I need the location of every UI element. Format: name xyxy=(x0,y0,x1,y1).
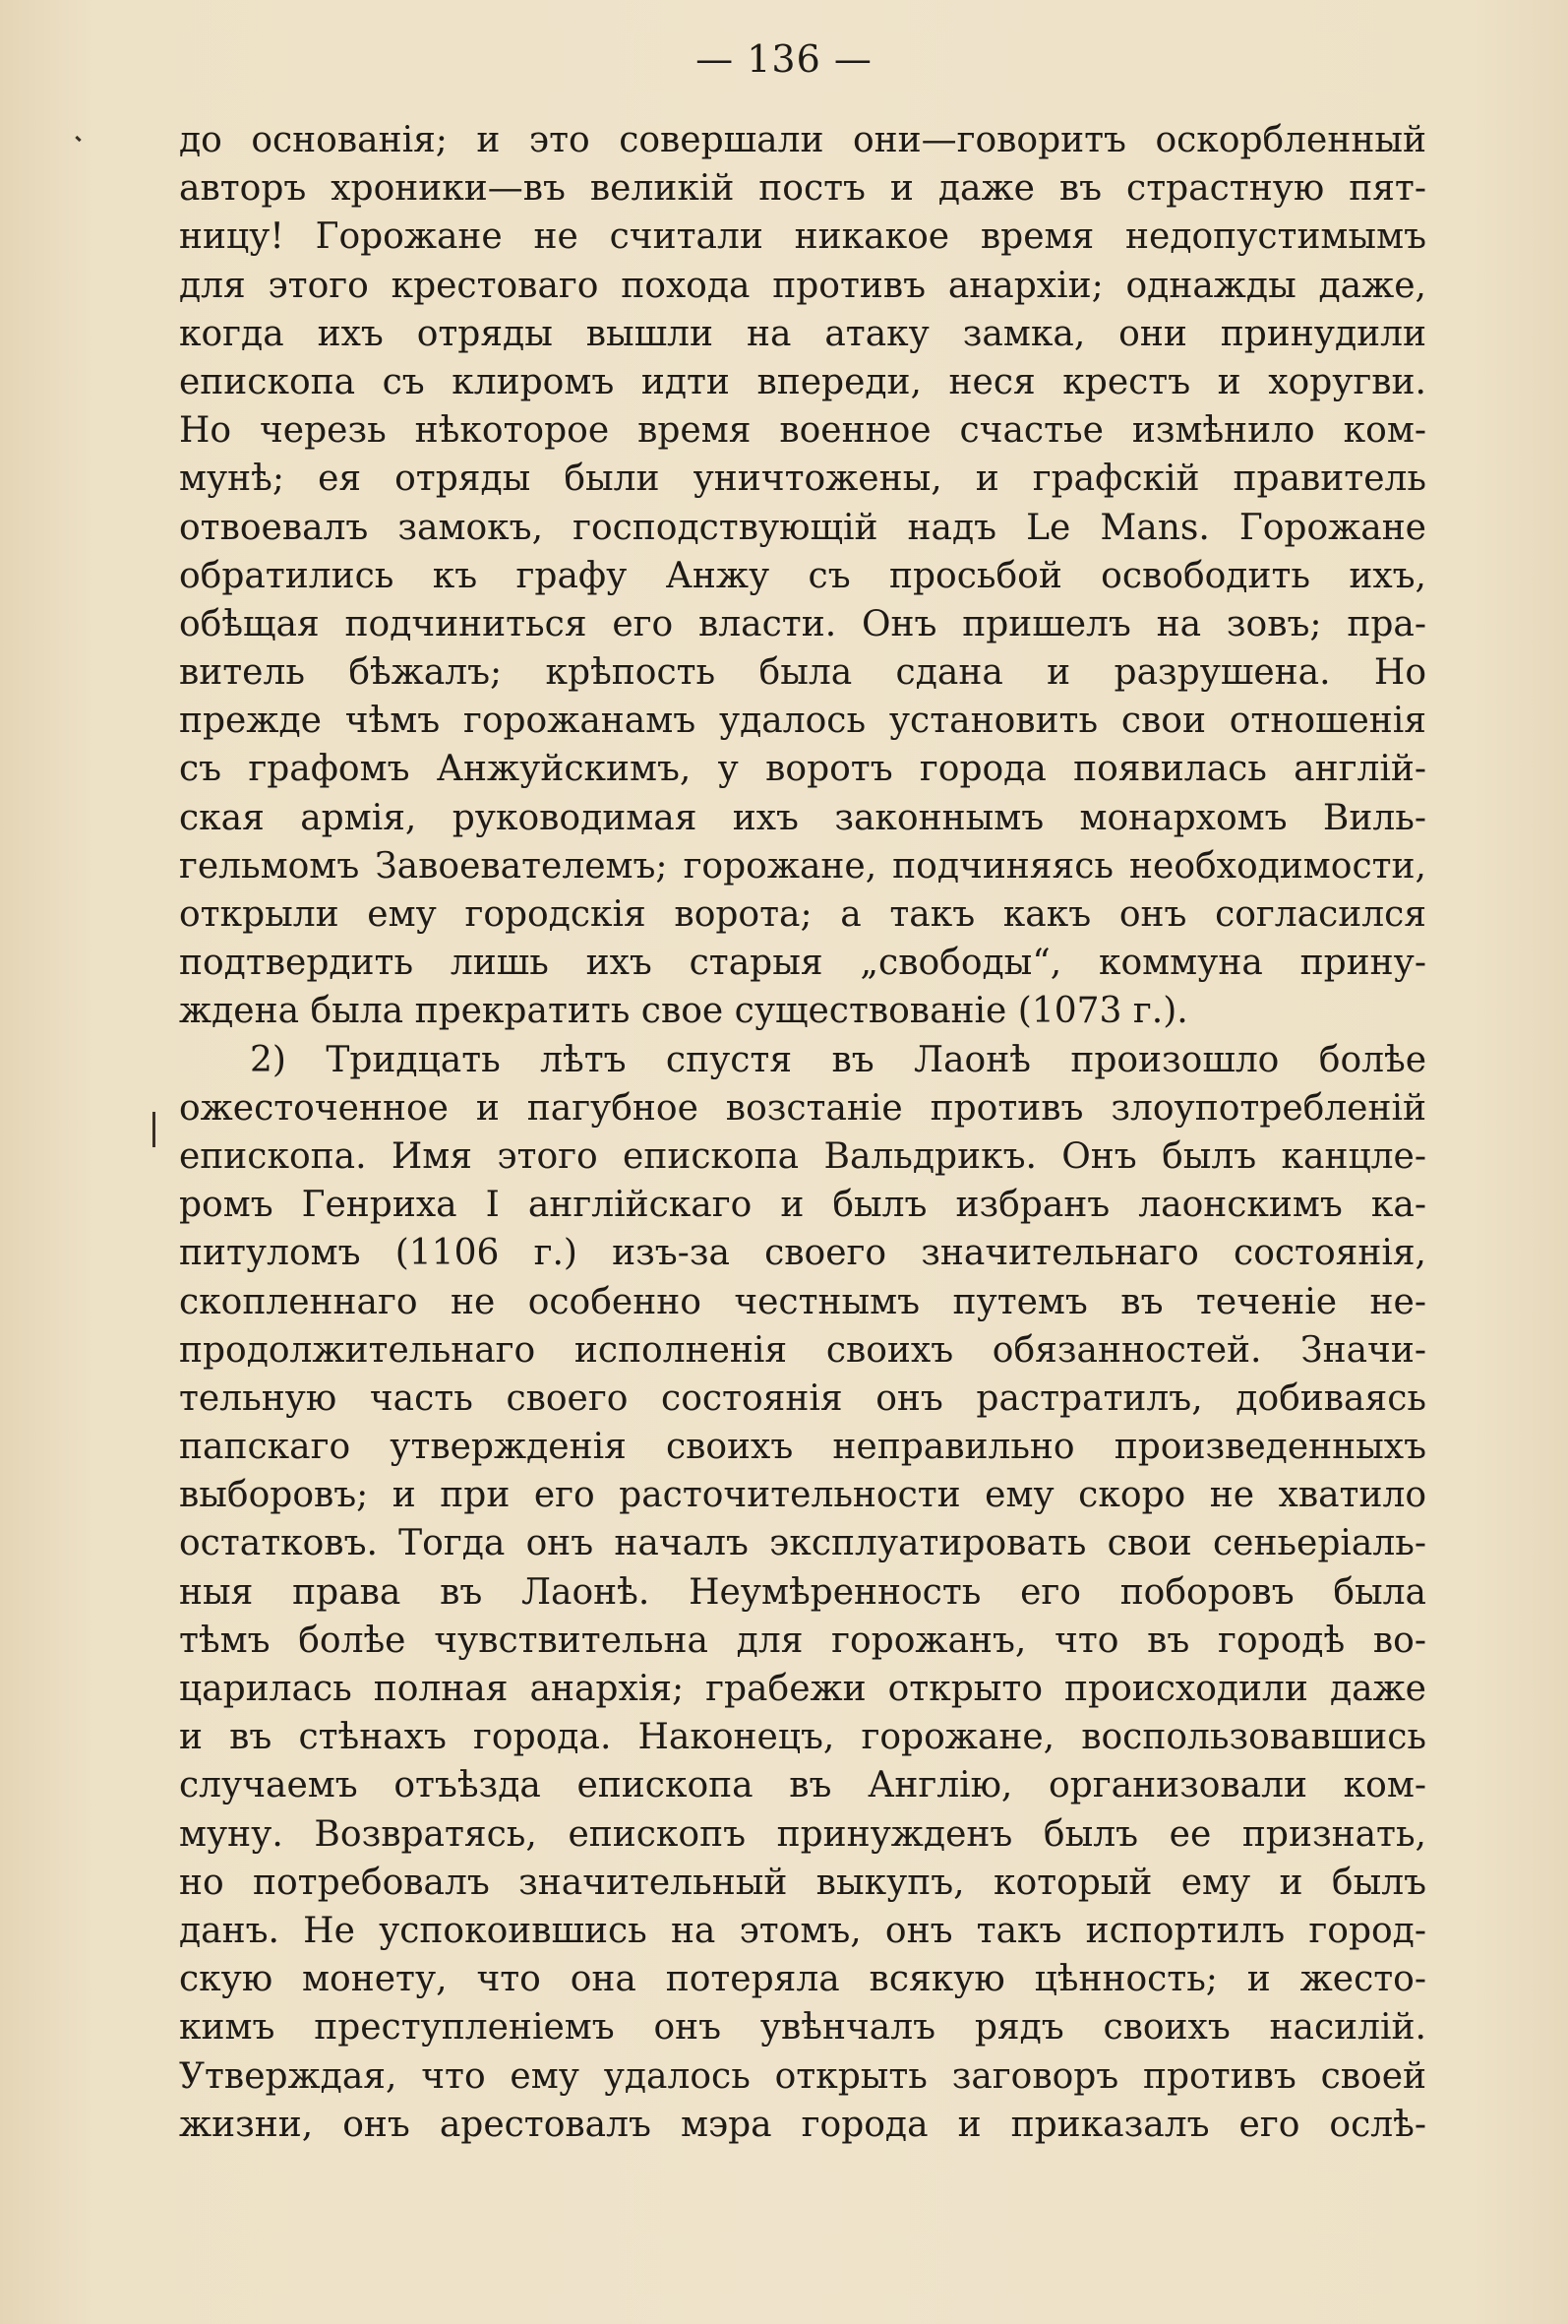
text-body xyxy=(179,116,1426,2149)
margin-mark xyxy=(75,136,81,142)
text-line: данъ. Не успокоившись на этомъ, онъ такъ испортилъ город- xyxy=(179,1910,1426,1951)
text-line: когда ихъ отряды вышли на атаку замка, они принудили xyxy=(179,313,1426,354)
text-line: Но черезь нѣкоторое время военное счастье измѣнило ком- xyxy=(179,410,1426,452)
text-line: продолжительнаго исполненія своихъ обязанностей. Значи- xyxy=(179,1329,1426,1371)
text-line: витель бѣжалъ; крѣпость была сдана и разрушена. Но xyxy=(179,652,1426,694)
text-line: съ графомъ Анжуйскимъ, у воротъ города появилась англій- xyxy=(179,749,1426,790)
page-number: — 136 — xyxy=(695,37,873,81)
text-line: жизни, онъ арестовалъ мэра города и приказалъ его ослѣ- xyxy=(179,2104,1426,2145)
text-line: скопленнаго не особенно честнымъ путемъ въ теченіе не- xyxy=(179,1281,1426,1322)
text-line: ждена была прекратить свое существованіе (1073 г.). xyxy=(179,991,1188,1032)
text-line: для этого крестоваго похода противъ анархіи; однажды даже, xyxy=(179,265,1426,306)
text-line: открыли ему городскія ворота; а такъ какъ онъ согласился xyxy=(179,894,1426,935)
text-line: царилась полная анархія; грабежи открыто происходили даже xyxy=(179,1669,1426,1709)
text-line: ромъ Генриха I англійскаго и былъ избранъ лаонскимъ ка- xyxy=(179,1185,1426,1226)
text-line: и въ стѣнахъ города. Наконецъ, горожане, воспользовавшись xyxy=(179,1717,1426,1758)
text-line: прежде чѣмъ горожанамъ удалось установить свои отношенія xyxy=(179,701,1426,742)
text-line: тельную часть своего состоянія онъ растратилъ, добиваясь xyxy=(179,1377,1426,1419)
text-line: скую монету, что она потеряла всякую цѣнность; и жесто- xyxy=(179,1959,1426,2000)
text-line: отвоевалъ замокъ, господствующій надъ Le Mans. Горожане xyxy=(179,507,1426,548)
text-line: подтвердить лишь ихъ старыя „свободы“, коммуна прину- xyxy=(179,943,1426,984)
text-line: епископа съ клиромъ идти впереди, неся крестъ и хоругви. xyxy=(179,361,1426,402)
text-line: гельмомъ Завоевателемъ; горожане, подчиняясь необходимости, xyxy=(179,845,1426,887)
text-line: кимъ преступленіемъ онъ увѣнчалъ рядъ своихъ насилій. xyxy=(179,2007,1426,2049)
text-line: ныя права въ Лаонѣ. Неумѣренность его поборовъ была xyxy=(179,1571,1426,1613)
text-line: авторъ хроники—въ великій постъ и даже въ страстную пят- xyxy=(179,168,1426,210)
text-line: Утверждая, что ему удалось открыть заговоръ противъ своей xyxy=(179,2055,1426,2097)
text-line: муну. Возвратясь, епископъ принужденъ былъ ее признать, xyxy=(179,1813,1426,1855)
text-line: случаемъ отъѣзда епископа въ Англію, организовали ком- xyxy=(179,1765,1426,1806)
text-line: мунѣ; ея отряды были уничтожены, и графскій правитель xyxy=(179,459,1426,500)
text-line: епископа. Имя этого епископа Вальдрикъ. Онъ былъ канцле- xyxy=(179,1135,1426,1177)
text-line: 2) Тридцать лѣтъ спустя въ Лаонѣ произошло болѣе xyxy=(250,1039,1426,1080)
text-line: обѣщая подчиниться его власти. Онъ пришелъ на зовъ; пра- xyxy=(179,603,1426,644)
text-line: обратились къ графу Анжу съ просьбой освободить ихъ, xyxy=(179,555,1426,596)
text-line: ская армія, руководимая ихъ законнымъ монархомъ Виль- xyxy=(179,797,1426,838)
text-line: выборовъ; и при его расточительности ему скоро не хватило xyxy=(179,1475,1426,1516)
text-line: питуломъ (1106 г.) изъ-за своего значительнаго состоянія, xyxy=(179,1233,1426,1274)
text-line: ожесточенное и пагубное возстаніе противъ злоупотребленій xyxy=(179,1087,1426,1129)
margin-mark xyxy=(152,1112,155,1147)
text-line: папскаго утвержденія своихъ неправильно произведенныхъ xyxy=(179,1427,1426,1468)
text-line: тѣмъ болѣе чувствительна для горожанъ, что въ городѣ во- xyxy=(179,1620,1426,1661)
text-line: ницу! Горожане не считали никакое время недопустимымъ xyxy=(179,216,1426,258)
text-line: до основанія; и это совершали они—говоритъ оскорбленный xyxy=(179,120,1426,160)
text-line: но потребовалъ значительный выкупъ, который ему и былъ xyxy=(179,1862,1426,1903)
text-line: остатковъ. Тогда онъ началъ эксплуатировать свои сеньеріаль- xyxy=(179,1523,1426,1564)
